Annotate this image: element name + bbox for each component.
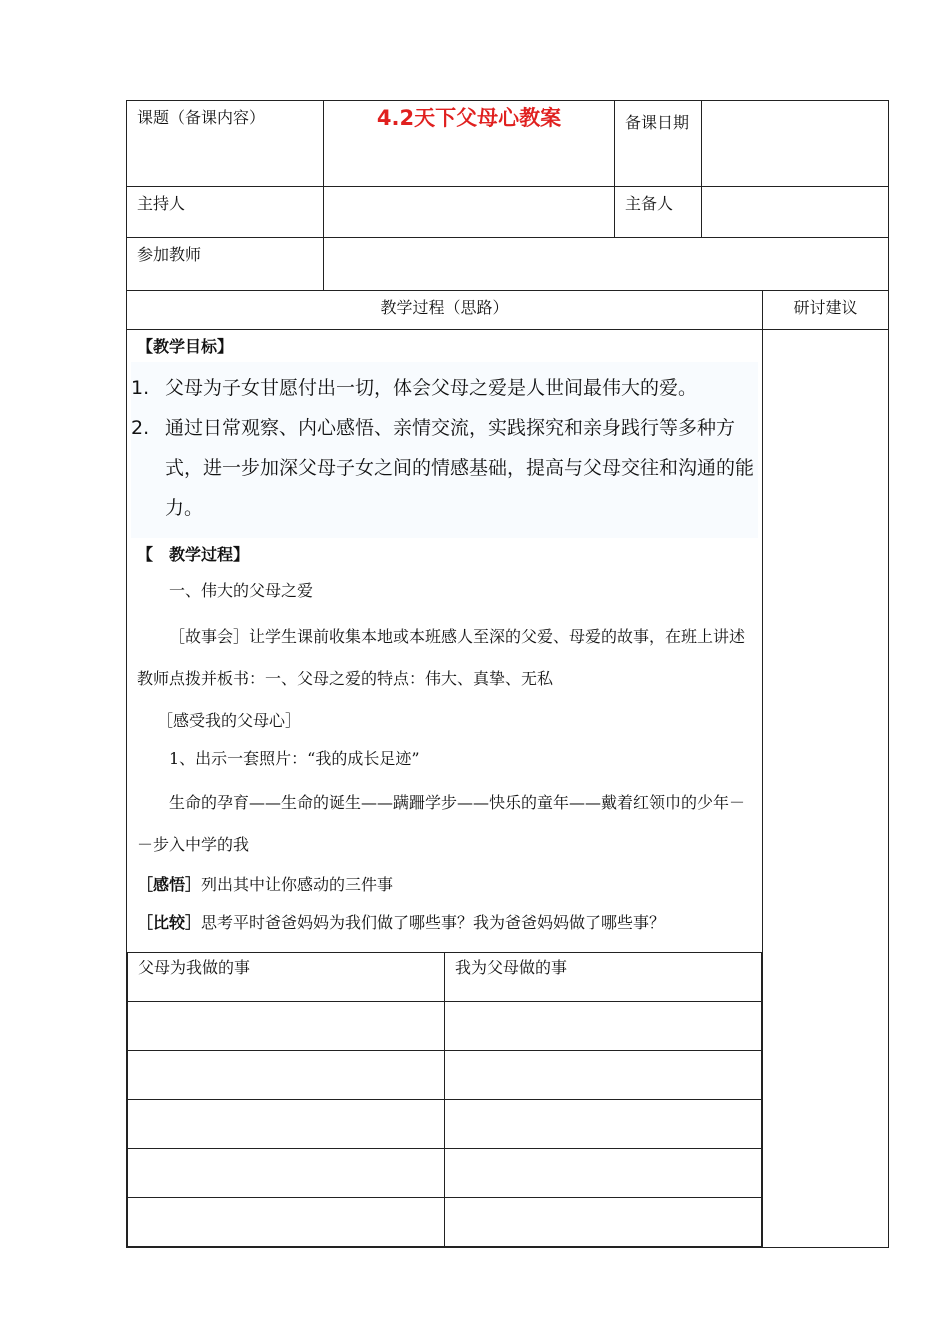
- section-heading: 一、伟大的父母之爱: [169, 581, 314, 600]
- goals-heading: 【教学目标】: [137, 337, 234, 356]
- story-paragraph: ［故事会］让学生课前收集本地或本班感人至深的父爱、母爱的故事，在班上讲述教师点拨并板书：一、父母之爱的特点：伟大、真挚、无私: [137, 627, 746, 688]
- goal-number: 1.: [131, 377, 150, 399]
- table-cell[interactable]: [128, 1002, 445, 1051]
- feel-heading: ［感受我的父母心］: [157, 711, 302, 730]
- prep-date-label: 备课日期: [615, 101, 702, 187]
- table-cell[interactable]: [128, 1149, 445, 1198]
- insight-line: [137, 874, 752, 896]
- photos-paragraph: 1、出示一套照片：“我的成长足迹”: [169, 749, 420, 768]
- table-cell[interactable]: [128, 1100, 445, 1149]
- process-column-header: 教学过程（思路）: [127, 291, 763, 330]
- topic-label: 课题（备课内容）: [137, 108, 266, 127]
- table-cell[interactable]: [445, 1149, 762, 1198]
- teaching-process-content: [127, 330, 763, 1248]
- insight-label: ［感悟］: [137, 875, 202, 894]
- participants-value[interactable]: [324, 238, 889, 291]
- table-row: [128, 1100, 762, 1149]
- table-row: [128, 1002, 762, 1051]
- insight-text: 列出其中让你感动的三件事: [201, 875, 394, 894]
- goal-item: [131, 368, 758, 408]
- topic-title: 4.2天下父母心教案: [324, 101, 615, 187]
- host-label: 主持人: [127, 187, 324, 238]
- lesson-plan-form: [126, 100, 888, 1248]
- table-row: [128, 1051, 762, 1100]
- preparer-label: 主备人: [615, 187, 702, 238]
- goal-text: 通过日常观察、内心感悟、亲情交流，实践探究和亲身践行等多种方式，进一步加深父母子女之间的情感基础，提高与父母交往和沟通的能力。: [165, 417, 755, 519]
- table-cell[interactable]: [445, 1051, 762, 1100]
- table-cell[interactable]: [445, 1198, 762, 1247]
- compare-line: [137, 912, 752, 934]
- goal-item: [131, 408, 758, 528]
- table-cell[interactable]: [445, 1100, 762, 1149]
- compare-text: 思考平时爸爸妈妈为我们做了哪些事？我为爸爸妈妈做了哪些事？: [201, 913, 666, 932]
- goal-number: 2.: [131, 417, 150, 439]
- compare-label: ［比较］: [137, 913, 202, 932]
- table-row: [128, 1198, 762, 1247]
- table-cell[interactable]: [445, 1002, 762, 1051]
- host-value[interactable]: [324, 187, 615, 238]
- suggestion-column-header: 研讨建议: [763, 291, 889, 330]
- goals-list: [131, 362, 758, 538]
- participants-label: 参加教师: [127, 238, 324, 291]
- stages-paragraph: 生命的孕育——生命的诞生——蹒跚学步——快乐的童年——戴着红领巾的少年－－步入中学的我: [137, 793, 746, 854]
- compare-table-header-me: 我为父母做的事: [445, 953, 762, 1002]
- table-cell[interactable]: [128, 1051, 445, 1100]
- compare-table: [127, 952, 762, 1247]
- prep-date-value[interactable]: [702, 101, 889, 187]
- goal-text: 父母为子女甘愿付出一切，体会父母之爱是人世间最伟大的爱。: [165, 377, 698, 399]
- preparer-value[interactable]: [702, 187, 889, 238]
- suggestion-content[interactable]: [763, 330, 889, 1248]
- lesson-plan-table: [126, 100, 889, 1248]
- topic-label-cell: [127, 101, 324, 187]
- table-cell[interactable]: [128, 1198, 445, 1247]
- compare-table-header-parents: 父母为我做的事: [128, 953, 445, 1002]
- process-heading: 【 教学过程】: [137, 545, 250, 564]
- table-row: [128, 1149, 762, 1198]
